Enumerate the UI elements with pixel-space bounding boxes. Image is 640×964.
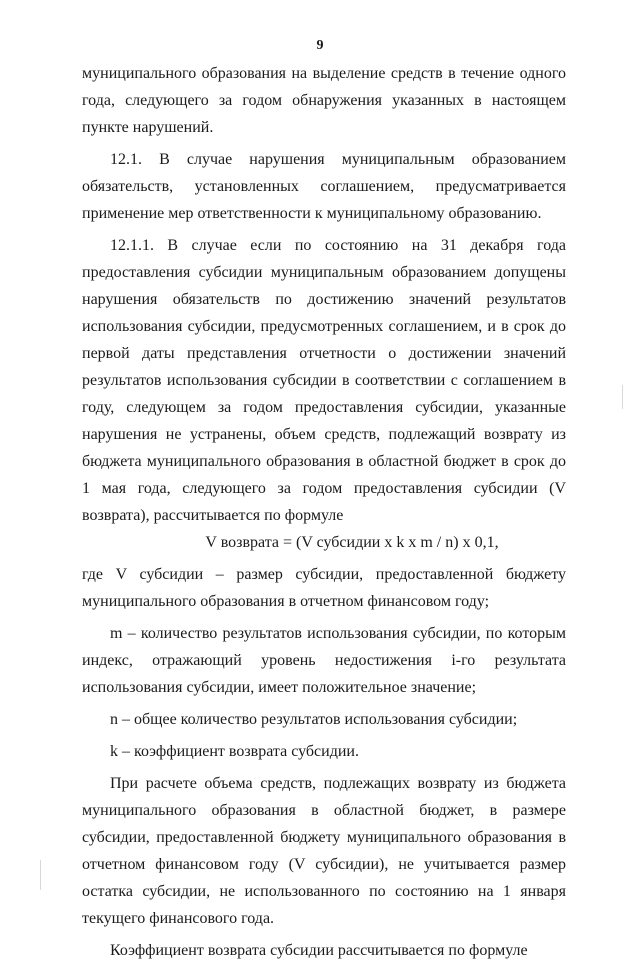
page-number: 9 — [316, 38, 324, 53]
scan-margin-mark — [622, 385, 623, 409]
definition-m: m – количество результатов использования субсидии, по которым индекс, отражающий уровень недостижения i-го результата использования субсидии, имеет положительное значение; — [82, 625, 566, 696]
definition-k: k – коэффициент возврата субсидии. — [110, 743, 359, 760]
definition-n: n – общее количество результатов использования субсидии; — [110, 711, 518, 728]
paragraph-continuation: муниципального образования на выделение средств в течение одного года, следующего за годом обнаружения указанных в настоящем пункте нарушений. — [82, 65, 566, 136]
scan-margin-mark — [40, 860, 41, 890]
paragraph-calculation-note: При расчете объема средств, подлежащих возврату из бюджета муниципального образования в областной бюджет, в размере субсидии, предоставленной бюджету муниципального образования в отчетном финансовом году (V субсидии), не учитывается размер остатка субсидии, не использованного по состоянию на 1 января текущего финансового года. — [82, 775, 566, 927]
document-body — [82, 60, 566, 964]
definition-v-subsidy: где V субсидии – размер субсидии, предоставленной бюджету муниципального образования в отчетном финансовом году; — [82, 566, 566, 610]
paragraph-12-1-1: 12.1.1. В случае если по состоянию на 31 декабря года предоставления субсидии муниципальным образованием допущены нарушения обязательств по достижению значений результатов использования субсидии, предусмотренных соглашением, и в срок до первой даты представления отчетности о достижении значений результатов использования субсидии в соответствии с соглашением в году, следующем за годом предоставления субсидии, указанные нарушения не устранены, объем средств, подлежащий возврату из бюджета муниципального образования в областной бюджет в срок до 1 мая года, следующего за годом предоставления субсидии (V возврата), рассчитывается по формуле — [82, 237, 566, 524]
formula-v-return: V возврата = (V субсидии x k x m / n) x 0,1, — [205, 534, 499, 551]
paragraph-12-1: 12.1. В случае нарушения муниципальным образованием обязательств, установленных соглашением, предусматривается применение мер ответственности к муниципальному образованию. — [82, 151, 566, 222]
paragraph-coefficient-formula-intro: Коэффициент возврата субсидии рассчитывается по формуле — [110, 942, 528, 959]
